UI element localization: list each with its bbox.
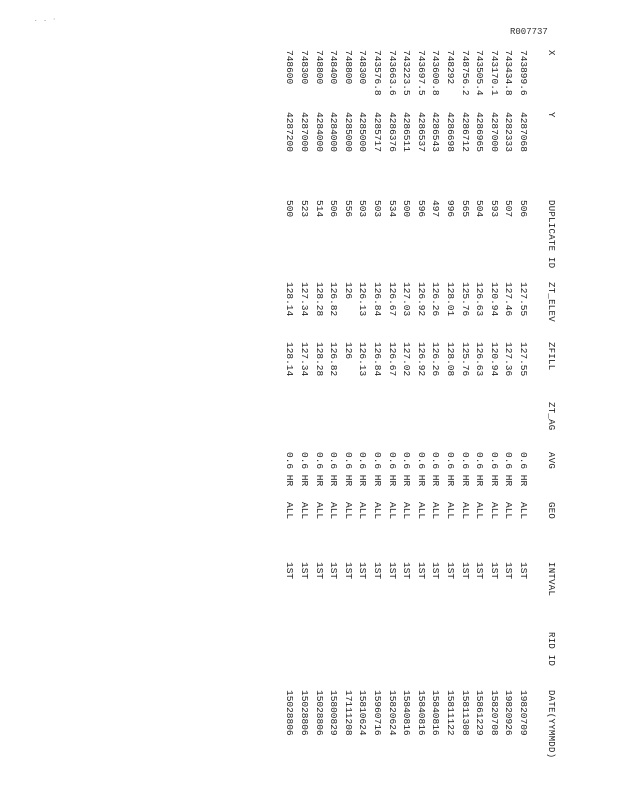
cell-y: 4286511: [401, 112, 413, 152]
cell-geo: ALL: [518, 502, 529, 520]
cell-duplicate-id: 507: [503, 200, 515, 218]
cell-avg: 0.6 HR: [386, 452, 398, 487]
table-row: [458, 50, 472, 790]
cell-avg: 0.6 HR: [415, 452, 427, 487]
cell-zt-elev: 126.13: [357, 282, 369, 317]
cell-intval: 1ST: [430, 562, 442, 580]
cell-intval: 1ST: [299, 562, 310, 580]
table-row: [414, 50, 428, 790]
table-row: [385, 50, 399, 790]
cell-y: 4284000: [328, 112, 340, 152]
header-avg: AVG: [546, 452, 556, 470]
cell-zfill: 128.14: [284, 342, 296, 377]
cell-intval: 1ST: [386, 562, 398, 580]
cell-y: 4285000: [357, 112, 369, 152]
cell-x: 743600.8: [430, 50, 442, 96]
cell-geo: ALL: [445, 502, 456, 520]
cell-duplicate-id: 514: [313, 200, 325, 218]
document-id: R007737: [510, 27, 548, 37]
cell-duplicate-id: 497: [430, 200, 442, 218]
cell-zt-elev: 120.94: [488, 282, 500, 317]
cell-intval: 1ST: [372, 562, 383, 580]
cell-date: 15820624: [386, 690, 398, 736]
cell-zfill: 126.63: [474, 342, 486, 377]
cell-intval: 1ST: [401, 562, 413, 580]
cell-date: 15840816: [415, 690, 427, 736]
cell-x: 743170.1: [488, 50, 500, 96]
cell-zfill: 128.28: [313, 342, 325, 377]
cell-duplicate-id: 500: [284, 200, 296, 218]
cell-duplicate-id: 503: [372, 200, 383, 218]
cell-y: 4286965: [474, 112, 486, 152]
cell-zfill: 127.34: [299, 342, 310, 377]
header-zt-ag: ZT_AG: [546, 402, 556, 431]
header-geo: GEO: [546, 502, 556, 520]
header-intval: INTVAL: [546, 562, 556, 597]
cell-zfill: 126.13: [357, 342, 369, 377]
table-row: [282, 50, 296, 790]
cell-duplicate-id: 556: [342, 200, 354, 218]
cell-x: 748292: [445, 50, 456, 85]
cell-zt-elev: 126.92: [415, 282, 427, 317]
cell-avg: 0.6 HR: [401, 452, 413, 487]
cell-x: 748300: [357, 50, 369, 85]
cell-date: 15861229: [474, 690, 486, 736]
cell-x: 748756.2: [459, 50, 471, 96]
cell-avg: 0.6 HR: [503, 452, 515, 487]
cell-intval: 1ST: [459, 562, 471, 580]
cell-intval: 1ST: [284, 562, 296, 580]
cell-zfill: 120.94: [488, 342, 500, 377]
rotated-data-table: [38, 50, 558, 790]
table-row: [516, 50, 530, 790]
header-rid-id: RID ID: [546, 632, 556, 667]
cell-x: 743223.5: [401, 50, 413, 96]
cell-duplicate-id: 506: [328, 200, 340, 218]
cell-geo: ALL: [430, 502, 442, 520]
cell-geo: ALL: [474, 502, 486, 520]
cell-avg: 0.6 HR: [372, 452, 383, 487]
cell-geo: ALL: [415, 502, 427, 520]
cell-y: 4282333: [503, 112, 515, 152]
header-x: X: [546, 50, 556, 56]
cell-geo: ALL: [357, 502, 369, 520]
cell-geo: ALL: [401, 502, 413, 520]
cell-zfill: 127.36: [503, 342, 515, 377]
cell-avg: 0.6 HR: [488, 452, 500, 487]
cell-x: 748400: [328, 50, 340, 85]
cell-intval: 1ST: [445, 562, 456, 580]
cell-intval: 1ST: [488, 562, 500, 580]
table-row: [487, 50, 501, 790]
table-row: [312, 50, 326, 790]
cell-duplicate-id: 504: [474, 200, 486, 218]
cell-intval: 1ST: [342, 562, 354, 580]
cell-y: 4284000: [313, 112, 325, 152]
table-row: [341, 50, 355, 790]
cell-y: 4286543: [430, 112, 442, 152]
cell-date: 15820708: [488, 690, 500, 736]
cell-y: 4286698: [445, 112, 456, 152]
cell-avg: 0.6 HR: [459, 452, 471, 487]
cell-zt-elev: 127.46: [503, 282, 515, 317]
table-header-row: [544, 50, 558, 790]
cell-geo: ALL: [372, 502, 383, 520]
cell-date: 19820709: [518, 690, 529, 736]
cell-x: 743505.4: [474, 50, 486, 96]
cell-avg: 0.6 HR: [342, 452, 354, 487]
cell-duplicate-id: 506: [518, 200, 529, 218]
cell-duplicate-id: 565: [459, 200, 471, 218]
cell-duplicate-id: 596: [415, 200, 427, 218]
cell-intval: 1ST: [328, 562, 340, 580]
header-zfill: ZFILL: [546, 342, 556, 371]
cell-zt-elev: 128.14: [284, 282, 296, 317]
cell-duplicate-id: 503: [357, 200, 369, 218]
table-row: [297, 50, 311, 790]
cell-x: 743576.8: [372, 50, 383, 96]
cell-y: 4286376: [386, 112, 398, 152]
cell-date: 15028806: [313, 690, 325, 736]
table-row: [501, 50, 515, 790]
cell-y: 4285717: [372, 112, 383, 152]
cell-date: 15811308: [459, 690, 471, 736]
cell-geo: ALL: [299, 502, 310, 520]
cell-y: 4287000: [299, 112, 310, 152]
table-row: [355, 50, 369, 790]
cell-y: 4287200: [284, 112, 296, 152]
cell-x: 748600: [284, 50, 296, 85]
cell-x: 743663.6: [386, 50, 398, 96]
table-row: [399, 50, 413, 790]
cell-zt-elev: 126.63: [474, 282, 486, 317]
cell-avg: 0.6 HR: [313, 452, 325, 487]
cell-geo: ALL: [459, 502, 471, 520]
cell-zfill: 126.82: [328, 342, 340, 377]
cell-date: 17111208: [342, 690, 354, 736]
table-row: [472, 50, 486, 790]
header-duplicate-id: DUPLICATE ID: [546, 200, 556, 269]
cell-duplicate-id: 593: [488, 200, 500, 218]
cell-avg: 0.6 HR: [474, 452, 486, 487]
cell-zt-elev: 126.84: [372, 282, 383, 317]
cell-y: 4286712: [459, 112, 471, 152]
cell-zfill: 126.84: [372, 342, 383, 377]
cell-zt-elev: 127.55: [518, 282, 529, 317]
cell-zt-elev: 126.82: [328, 282, 340, 317]
cell-y: 4287000: [488, 112, 500, 152]
cell-avg: 0.6 HR: [357, 452, 369, 487]
cell-zt-elev: 126.67: [386, 282, 398, 317]
cell-intval: 1ST: [474, 562, 486, 580]
cell-geo: ALL: [386, 502, 398, 520]
cell-intval: 1ST: [415, 562, 427, 580]
cell-zfill: 128.08: [445, 342, 456, 377]
table-row: [370, 50, 384, 790]
cell-zt-elev: 125.76: [459, 282, 471, 317]
cell-duplicate-id: 523: [299, 200, 310, 218]
table-row: [443, 50, 457, 790]
cell-avg: 0.6 HR: [284, 452, 296, 487]
cell-geo: ALL: [503, 502, 515, 520]
header-date: DATE(YYMMDD): [546, 690, 556, 759]
table-row: [428, 50, 442, 790]
cell-x: 748800: [342, 50, 354, 85]
cell-zt-elev: 126.26: [430, 282, 442, 317]
cell-zfill: 126.26: [430, 342, 442, 377]
cell-zfill: 126.67: [386, 342, 398, 377]
cell-zfill: 125.76: [459, 342, 471, 377]
cell-intval: 1ST: [357, 562, 369, 580]
cell-avg: 0.6 HR: [445, 452, 456, 487]
cell-duplicate-id: 996: [445, 200, 456, 218]
cell-geo: ALL: [313, 502, 325, 520]
cell-avg: 0.6 HR: [430, 452, 442, 487]
cell-zfill: 127.02: [401, 342, 413, 377]
cell-duplicate-id: 534: [386, 200, 398, 218]
cell-x: 748300: [299, 50, 310, 85]
cell-x: 748800: [313, 50, 325, 85]
cell-intval: 1ST: [313, 562, 325, 580]
cell-y: 4286537: [415, 112, 427, 152]
cell-avg: 0.6 HR: [328, 452, 340, 487]
cell-zfill: 127.55: [518, 342, 529, 377]
cell-zt-elev: 127.34: [299, 282, 310, 317]
cell-x: 743697.5: [415, 50, 427, 96]
cell-intval: 1ST: [503, 562, 515, 580]
cell-geo: ALL: [342, 502, 354, 520]
cell-date: 15810624: [357, 690, 369, 736]
cell-y: 4287068: [518, 112, 529, 152]
cell-duplicate-id: 500: [401, 200, 413, 218]
cell-y: 4285000: [342, 112, 354, 152]
cell-date: 15800829: [328, 690, 340, 736]
cell-zt-elev: 126: [342, 282, 354, 300]
cell-geo: ALL: [488, 502, 500, 520]
scan-mark: . . ·: [34, 16, 58, 23]
cell-date: 19820926: [503, 690, 515, 736]
cell-avg: 0.6 HR: [299, 452, 310, 487]
cell-date: 15840816: [430, 690, 442, 736]
cell-date: 15811122: [445, 690, 456, 736]
cell-geo: ALL: [328, 502, 340, 520]
cell-zt-elev: 127.03: [401, 282, 413, 317]
cell-date: 15840816: [401, 690, 413, 736]
cell-zfill: 126: [342, 342, 354, 360]
cell-intval: 1ST: [518, 562, 529, 580]
cell-geo: ALL: [284, 502, 296, 520]
cell-date: 15028806: [284, 690, 296, 736]
cell-zfill: 126.92: [415, 342, 427, 377]
header-y: Y: [546, 112, 556, 118]
cell-x: 743434.8: [503, 50, 515, 96]
header-zt-elev: ZT_ELEV: [546, 282, 556, 322]
cell-avg: 0.6 HR: [518, 452, 529, 487]
cell-date: 15028806: [299, 690, 310, 736]
cell-zt-elev: 128.01: [445, 282, 456, 317]
table-row: [326, 50, 340, 790]
cell-date: 15960716: [372, 690, 383, 736]
cell-zt-elev: 128.28: [313, 282, 325, 317]
cell-x: 743899.6: [518, 50, 529, 96]
